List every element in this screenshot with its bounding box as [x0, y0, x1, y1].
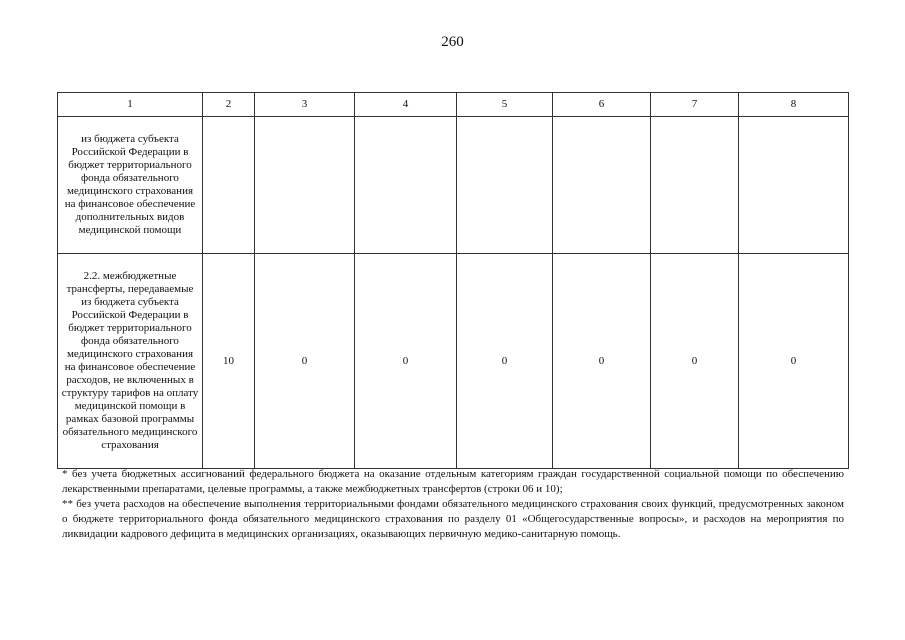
row-description: из бюджета субъекта Российской Федерации в бюджет территориального фонда обязательного медицинского страхования на финансовое обеспечение дополнительных видов медицинской помощи [58, 117, 203, 254]
value-cell: 0 [255, 254, 355, 469]
table-header-row [58, 93, 849, 117]
value-cell [553, 117, 651, 254]
footnote: * без учета бюджетных ассигнований федерального бюджета на оказание отдельным категориям граждан государственной социальной помощи по обеспечению лекарственными препаратами, целевые программы, а также межбюджетных трансфертов (строки 06 и 10); [62, 468, 844, 495]
value-cell: 0 [457, 254, 553, 469]
table-row [58, 254, 849, 469]
footnotes [62, 467, 844, 542]
table-row [58, 117, 849, 254]
budget-table [57, 92, 849, 469]
value-cell [739, 117, 849, 254]
column-header: 6 [553, 93, 651, 117]
column-header: 1 [58, 93, 203, 117]
value-cell: 0 [355, 254, 457, 469]
value-cell [355, 117, 457, 254]
value-cell [457, 117, 553, 254]
line-code-cell [203, 117, 255, 254]
line-code-cell: 10 [203, 254, 255, 469]
page-number: 260 [441, 34, 464, 50]
value-cell: 0 [553, 254, 651, 469]
column-header: 3 [255, 93, 355, 117]
value-cell: 0 [651, 254, 739, 469]
column-header: 4 [355, 93, 457, 117]
column-header: 5 [457, 93, 553, 117]
value-cell [255, 117, 355, 254]
column-header: 8 [739, 93, 849, 117]
value-cell [651, 117, 739, 254]
footnote: ** без учета расходов на обеспечение выполнения территориальными фондами обязательного медицинского страхования своих функций, предусмотренных законом о бюджете территориального фонда обязательного медицинского страхования по разделу 01 «Общегосударственные вопросы», и расходов на мероприятия по ликвидации кадрового дефицита в медицинских организациях, оказывающих первичную медико-санитарную помощь. [62, 498, 844, 540]
value-cell: 0 [739, 254, 849, 469]
row-description: 2.2. межбюджетные трансферты, передаваемые из бюджета субъекта Российской Федерации в бюджет территориального фонда обязательного медицинского страхования на финансовое обеспечение расходов, не включенных в структуру тарифов на оплату медицинской помощи в рамках базовой программы обязательного медицинского страхования [58, 254, 203, 469]
column-header: 7 [651, 93, 739, 117]
column-header: 2 [203, 93, 255, 117]
